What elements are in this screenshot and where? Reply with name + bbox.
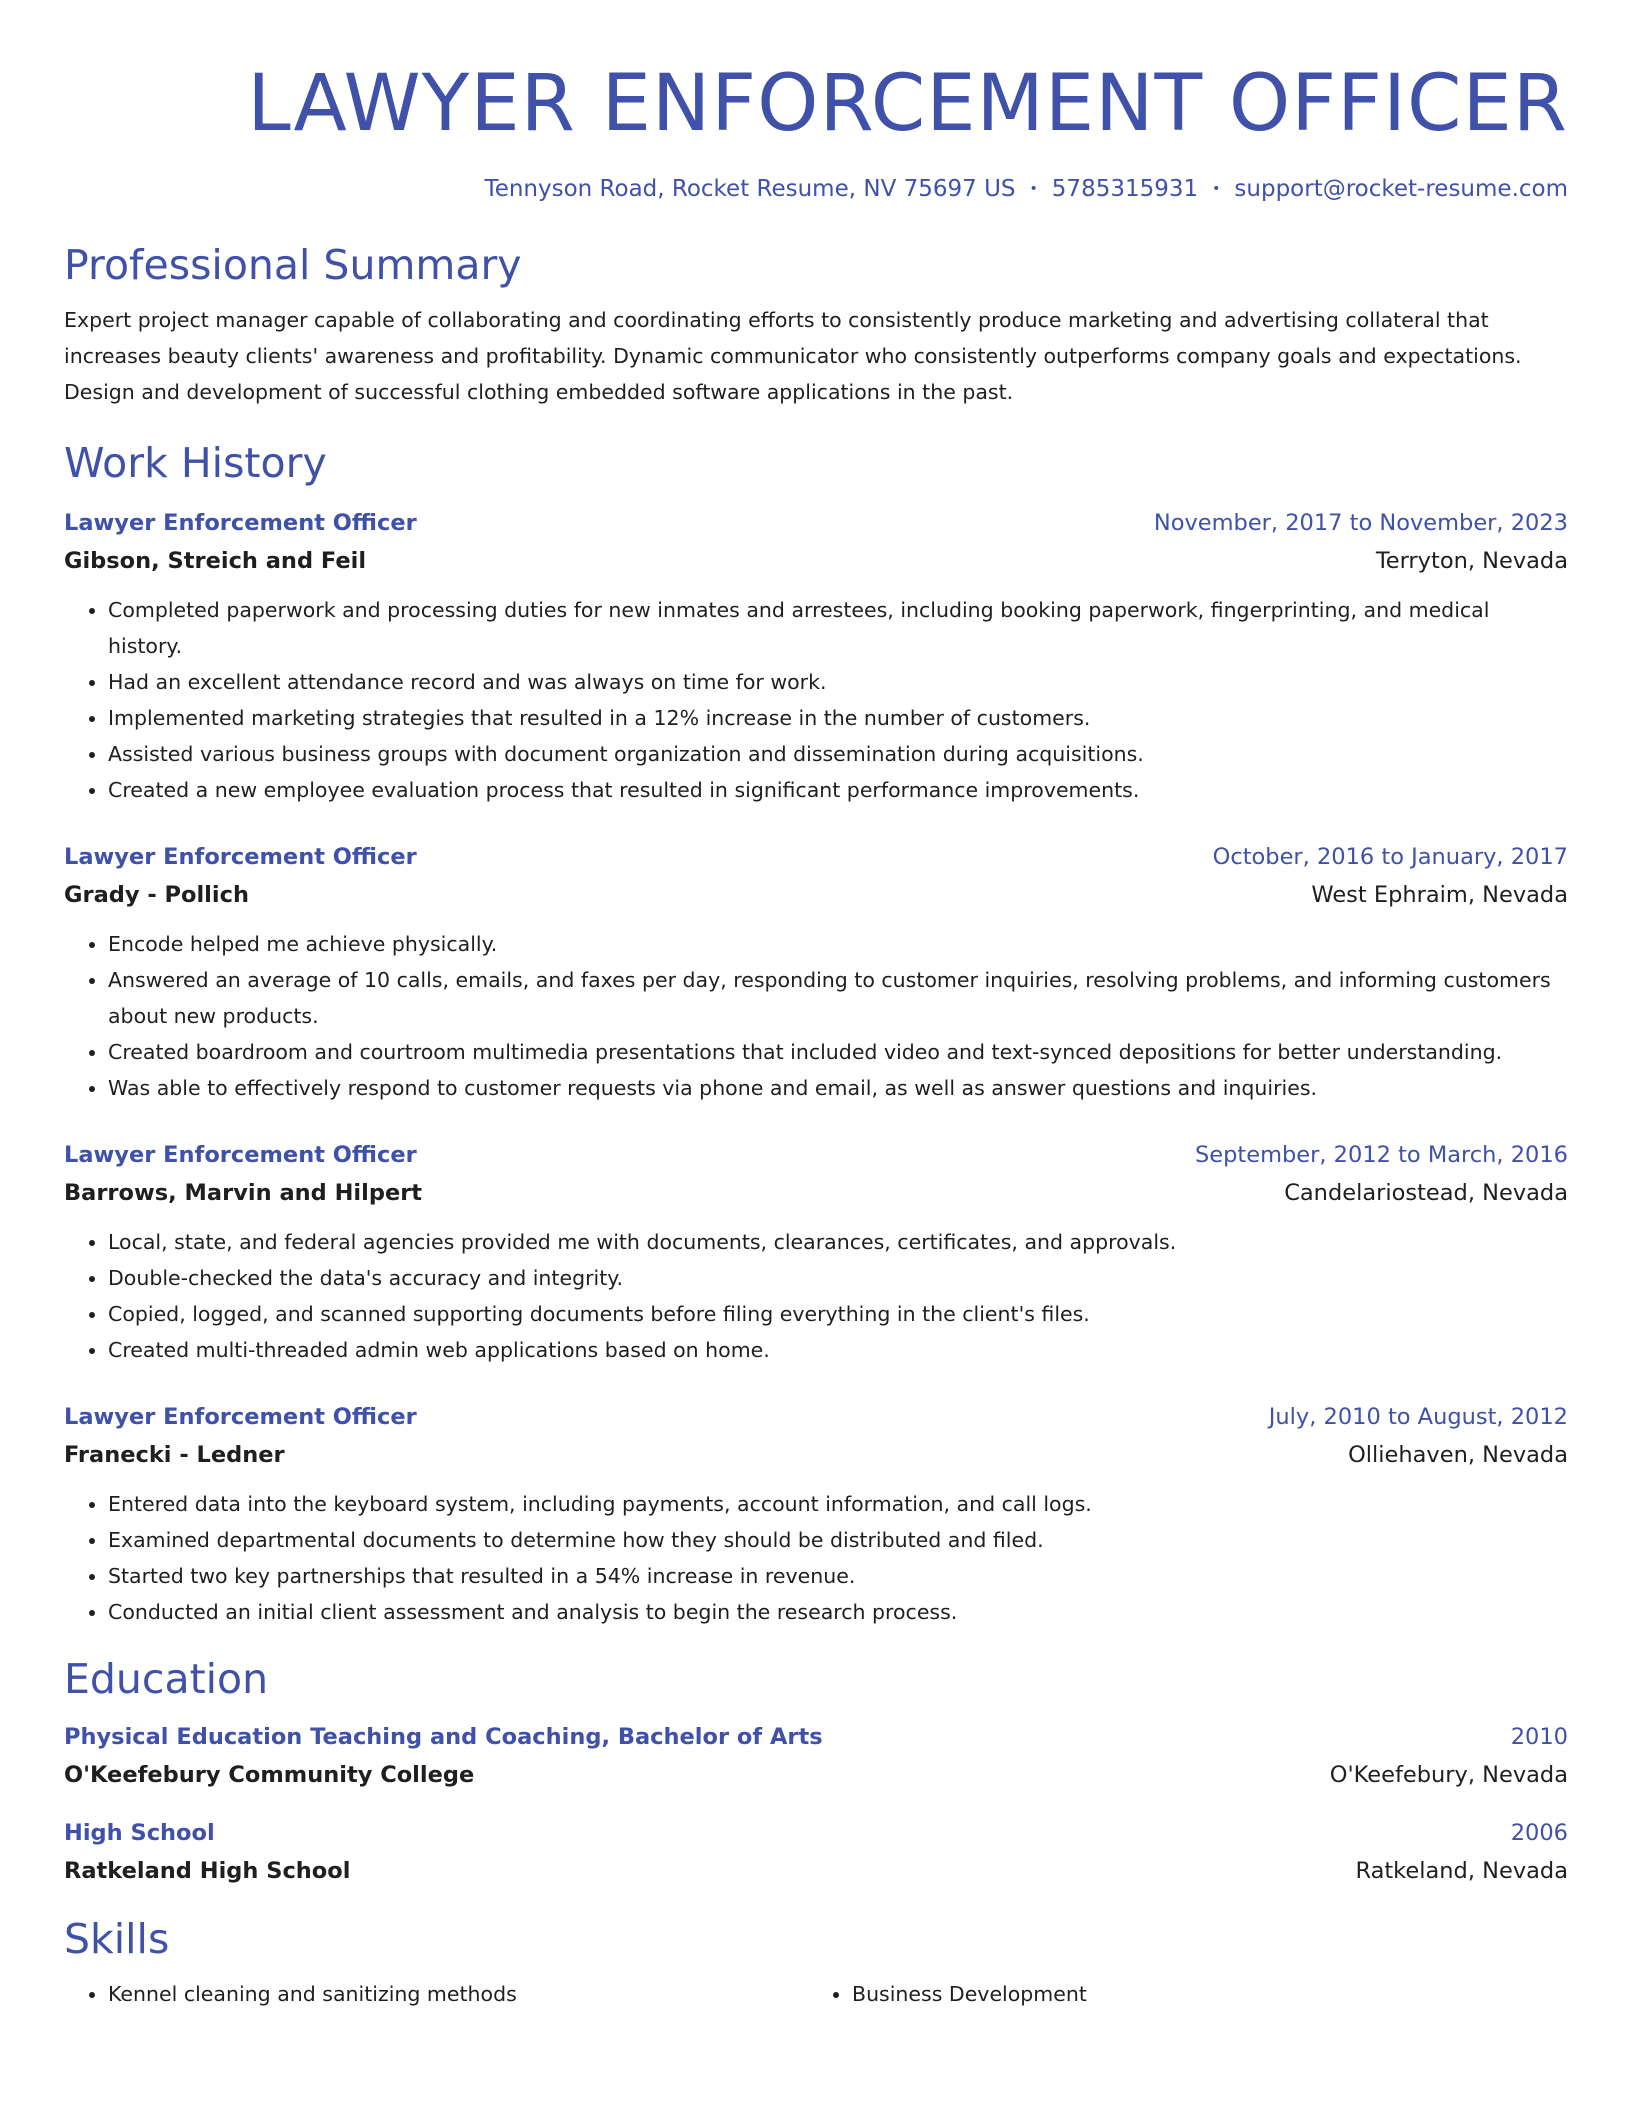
job-bullet: • Completed paperwork and processing duties for new inmates and arrestees, including booking paperwork, fingerprinting, and medical history. — [108, 592, 1568, 664]
job-dates: July, 2010 to August, 2012 — [1268, 1404, 1568, 1430]
education-year: 2010 — [1510, 1724, 1568, 1750]
education-header — [64, 1818, 1568, 1848]
job-subheader — [64, 1440, 1568, 1470]
skills-list — [64, 1976, 1568, 2012]
education-school: O'Keefebury Community College — [64, 1762, 475, 1788]
job-role: Lawyer Enforcement Officer — [64, 1404, 417, 1430]
education-location: Ratkeland, Nevada — [1355, 1858, 1568, 1884]
skills-column-right — [808, 1976, 1552, 2012]
job-bullet: • Implemented marketing strategies that resulted in a 12% increase in the number of customers. — [108, 700, 1568, 736]
job-subheader — [64, 546, 1568, 576]
job-dates: November, 2017 to November, 2023 — [1153, 510, 1568, 536]
job-location: Terryton, Nevada — [1375, 548, 1568, 574]
job-bullet: • Double-checked the data's accuracy and integrity. — [108, 1260, 1568, 1296]
education-entry — [64, 1722, 1568, 1790]
job-header — [64, 1402, 1568, 1432]
education-heading: Education — [64, 1655, 269, 1703]
education-degree: Physical Education Teaching and Coaching, Bachelor of Arts — [64, 1724, 823, 1750]
job-company: Barrows, Marvin and Hilpert — [64, 1180, 423, 1206]
education-entry — [64, 1818, 1568, 1886]
job-location: Olliehaven, Nevada — [1348, 1442, 1568, 1468]
education-subheader — [64, 1856, 1568, 1886]
job-bullet: • Encode helped me achieve physically. — [108, 926, 1568, 962]
contact-email: support@rocket-resume.com — [1234, 176, 1568, 202]
job-bullet: • Examined departmental documents to determine how they should be distributed and filed. — [108, 1522, 1568, 1558]
job-bullet: • Assisted various business groups with document organization and dissemination during acquisitions. — [108, 736, 1568, 772]
job-bullet: • Conducted an initial client assessment and analysis to begin the research process. — [108, 1594, 1568, 1630]
job-company: Grady - Pollich — [64, 882, 249, 908]
job-entry — [64, 1402, 1568, 1630]
job-role: Lawyer Enforcement Officer — [64, 510, 417, 536]
contact-line — [64, 174, 1568, 204]
work-history-heading: Work History — [64, 439, 327, 487]
job-location: West Ephraim, Nevada — [1311, 882, 1568, 908]
job-bullet: • Copied, logged, and scanned supporting documents before filing everything in the client's files. — [108, 1296, 1568, 1332]
job-entry — [64, 508, 1568, 808]
skills-heading: Skills — [64, 1915, 170, 1963]
job-bullets — [64, 1486, 1568, 1630]
job-bullet: • Started two key partnerships that resulted in a 54% increase in revenue. — [108, 1558, 1568, 1594]
summary-text: Expert project manager capable of collaborating and coordinating efforts to consistently produce marketing and advertising collateral that increases beauty clients' awareness and profitability. Dynamic communicator who consistently outperforms company goals and expectations. Design and development of successful clothing embedded software applications in the past. — [64, 308, 1522, 404]
job-role: Lawyer Enforcement Officer — [64, 1142, 417, 1168]
education-subheader — [64, 1760, 1568, 1790]
job-bullet: • Created a new employee evaluation process that resulted in significant performance improvements. — [108, 772, 1568, 808]
education-header — [64, 1722, 1568, 1752]
job-header — [64, 1140, 1568, 1170]
skill-item: • Business Development — [852, 1976, 1552, 2012]
job-company: Franecki - Ledner — [64, 1442, 285, 1468]
job-bullet: • Entered data into the keyboard system, including payments, account information, and call logs. — [108, 1486, 1568, 1522]
job-role: Lawyer Enforcement Officer — [64, 844, 417, 870]
job-dates: September, 2012 to March, 2016 — [1195, 1142, 1568, 1168]
job-company: Gibson, Streich and Feil — [64, 548, 367, 574]
skills-column-left — [64, 1976, 808, 2012]
job-bullet: • Answered an average of 10 calls, emails, and faxes per day, responding to customer inquiries, resolving problems, and informing customers about new products. — [108, 962, 1568, 1034]
education-year: 2006 — [1510, 1820, 1568, 1846]
job-header — [64, 508, 1568, 538]
education-location: O'Keefebury, Nevada — [1329, 1762, 1568, 1788]
contact-phone: 5785315931 — [1051, 176, 1199, 202]
job-entry — [64, 1140, 1568, 1368]
job-bullet: • Created multi-threaded admin web applications based on home. — [108, 1332, 1568, 1368]
education-school: Ratkeland High School — [64, 1858, 351, 1884]
job-bullets — [64, 926, 1568, 1106]
job-bullets — [64, 592, 1568, 808]
job-header — [64, 842, 1568, 872]
job-bullet: • Local, state, and federal agencies provided me with documents, clearances, certificates, and approvals. — [108, 1224, 1568, 1260]
job-location: Candelariostead, Nevada — [1284, 1180, 1568, 1206]
job-bullet: • Created boardroom and courtroom multimedia presentations that included video and text-synced depositions for better understanding. — [108, 1034, 1568, 1070]
job-entry — [64, 842, 1568, 1106]
education-degree: High School — [64, 1820, 215, 1846]
summary-heading: Professional Summary — [64, 241, 522, 289]
job-dates: October, 2016 to January, 2017 — [1212, 844, 1568, 870]
contact-separator: • — [1029, 181, 1038, 197]
skill-item: • Kennel cleaning and sanitizing methods — [108, 1976, 808, 2012]
job-bullets — [64, 1224, 1568, 1368]
job-bullet: • Was able to effectively respond to customer requests via phone and email, as well as answer questions and inquiries. — [108, 1070, 1568, 1106]
contact-separator: • — [1212, 181, 1221, 197]
contact-address: Tennyson Road, Rocket Resume, NV 75697 US — [484, 176, 1016, 202]
candidate-name: LAWYER ENFORCEMENT OFFICER — [247, 59, 1568, 149]
job-subheader — [64, 1178, 1568, 1208]
resume-page — [64, 0, 1568, 2012]
job-subheader — [64, 880, 1568, 910]
job-bullet: • Had an excellent attendance record and was always on time for work. — [108, 664, 1568, 700]
